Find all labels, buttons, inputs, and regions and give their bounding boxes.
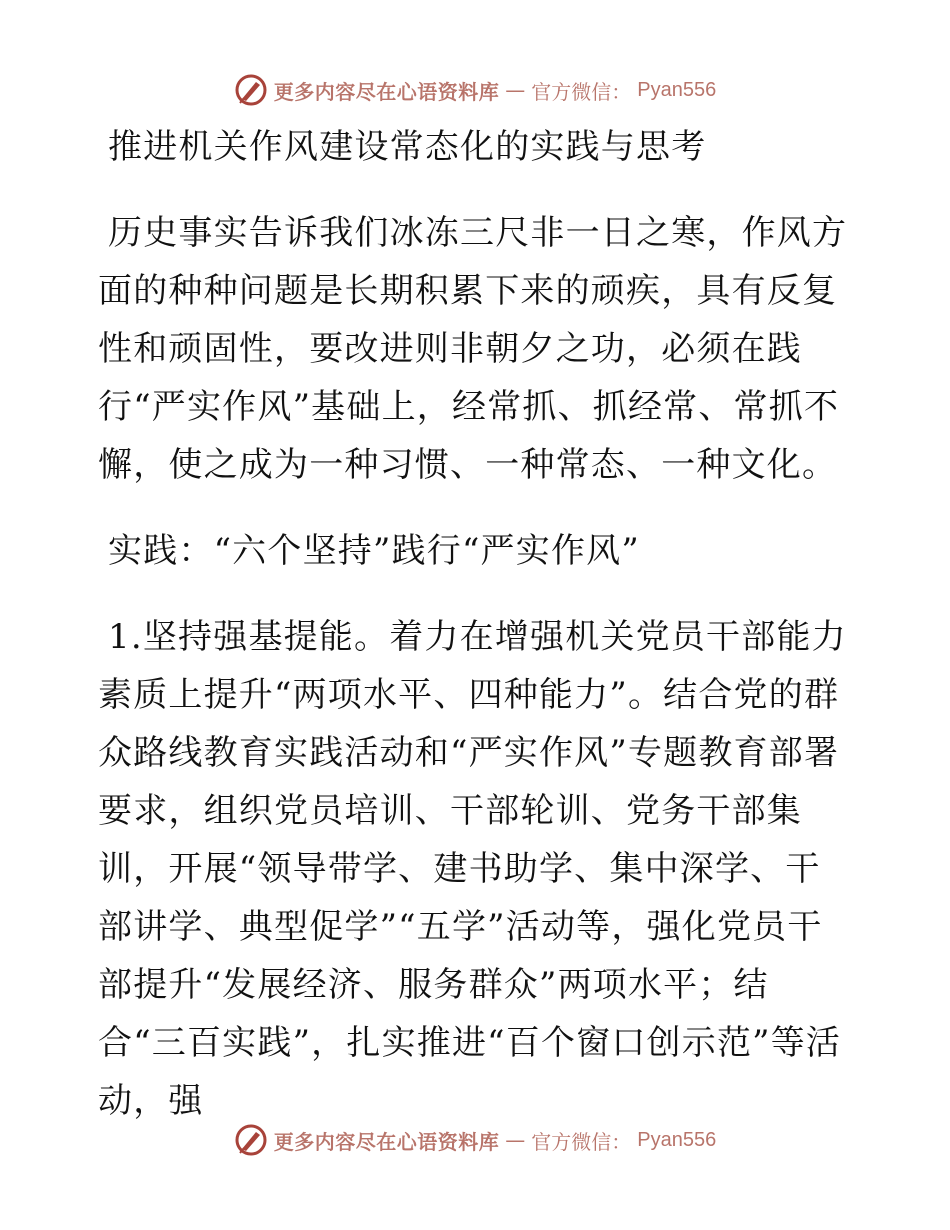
watermark-brand: 更多内容尽在心语资料库 — [273, 79, 500, 104]
quill-pen-circle-icon — [234, 73, 268, 107]
watermark-separator: — — [505, 1128, 526, 1152]
watermark-wechat-id: Pyan556 — [637, 1128, 717, 1151]
watermark-wechat-id: Pyan556 — [637, 78, 717, 101]
quill-pen-circle-icon — [234, 1123, 268, 1157]
watermark-brand: 更多内容尽在心语资料库 — [273, 1129, 500, 1154]
footer-watermark — [0, 1120, 950, 1160]
document-title: 推进机关作风建设常态化的实践与思考 — [108, 127, 707, 167]
watermark-wechat-label: 官方微信： — [531, 1129, 632, 1154]
watermark-separator: — — [505, 78, 526, 102]
paragraph-intro: 历史事实告诉我们冰冻三尺非一日之寒，作风方面的种种问题是长期积累下来的顽疾，具有反复性和顽固性，要改进则非朝夕之功，必须在践行“严实作风”基础上，经常抓、抓经常、常抓不懈，使之成为一种习惯、一种常态、一种文化。 — [98, 213, 848, 485]
header-watermark — [0, 70, 950, 110]
watermark-wechat-label: 官方微信： — [531, 79, 632, 104]
paragraph-practice-1: 1.坚持强基提能。着力在增强机关党员干部能力素质上提升“两项水平、四种能力”。结合党的群众路线教育实践活动和“严实作风”专题教育部署要求，组织党员培训、干部轮训、党务干部集训，开展“领导带学、建书助学、集中深学、干部讲学、典型促学”“五学”活动等，强化党员干部提升“发展经济、服务群众”两项水平；结合“三百实践”，扎实推进“百个窗口创示范”等活动，强 — [98, 617, 847, 1121]
document-body — [98, 118, 850, 1158]
section-heading: 实践：“六个坚持”践行“严实作风” — [108, 531, 640, 571]
